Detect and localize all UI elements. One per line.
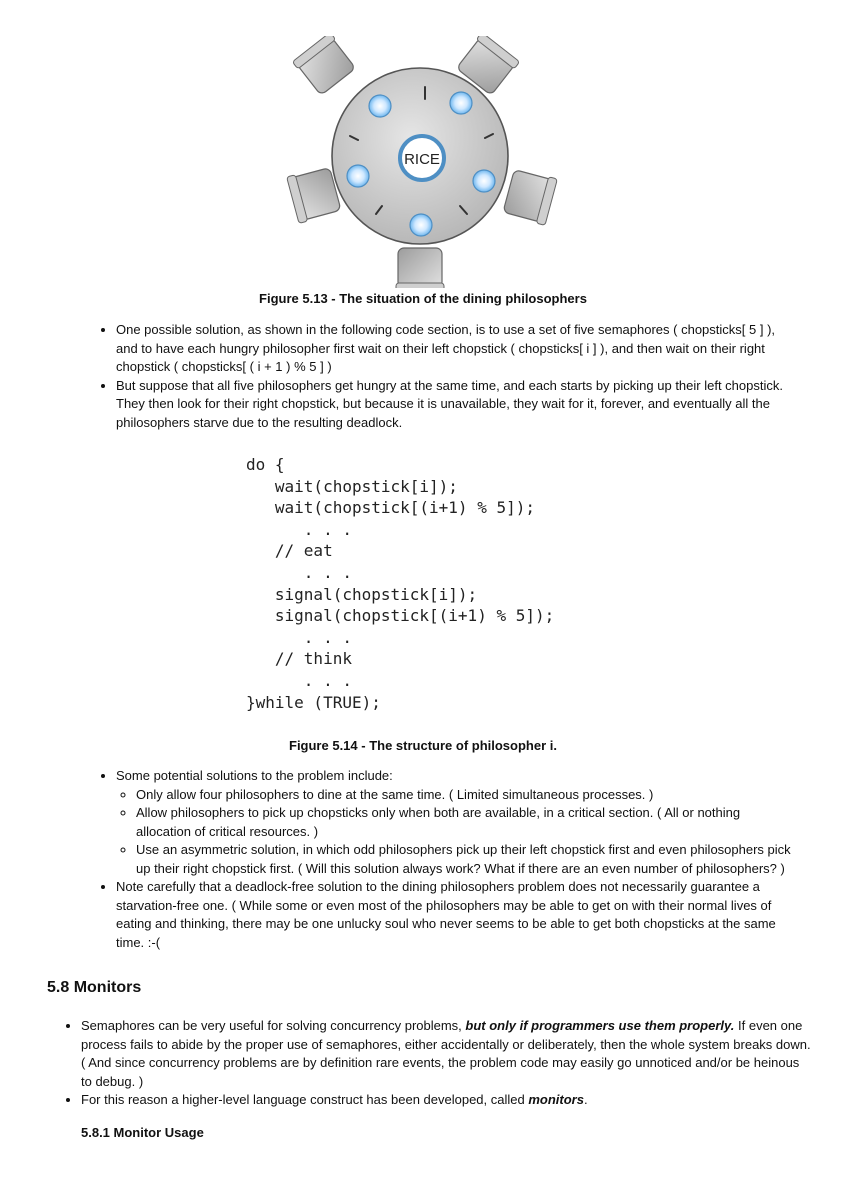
list-item: • Note carefully that a deadlock-free solution to the dining philosophers problem does not necessarily guarantee a starvation-free one. ( While some or even most of the philosophers may be able to get on with their normal lives of eating and thinking, there may be one unlucky soul who never seems to be able to get both chopsticks at the same time. :-( [116, 878, 796, 952]
code-line: // think [246, 649, 352, 669]
bowl-bottom [410, 214, 432, 236]
figure-5-13-caption: Figure 5.13 - The situation of the dining philosophers [259, 291, 587, 306]
bowl-right [473, 170, 495, 192]
bullet-list-1 [96, 321, 796, 432]
code-line: . . . [246, 562, 352, 582]
figure-5-14-caption: Figure 5.14 - The structure of philosopher i. [289, 738, 557, 753]
chair-top-left [292, 36, 357, 97]
solutions-sublist [116, 786, 796, 879]
code-line: wait(chopstick[i]); [246, 476, 458, 496]
list-item: ◦ Only allow four philosophers to dine at the same time. ( Limited simultaneous processes. ) [136, 786, 796, 805]
chair-bottom [396, 248, 444, 288]
list-item [116, 767, 796, 878]
list-item: • But suppose that all five philosophers get hungry at the same time, and each starts by picking up their left chopstick. They then look for their right chopstick, but because it is unavailable, they wait for it, forever, and eventually all the philosophers starve due to the resulting deadlock. [116, 377, 796, 433]
rice-label: RICE [404, 151, 440, 168]
bowl-left [347, 165, 369, 187]
list-item: ◦ Use an asymmetric solution, in which odd philosophers pick up their left chopstick first and even philosophers pick up their right chopstick first. ( Will this solution always work? What if there are an even number of philosophers? ) [136, 841, 796, 878]
bowl-top-right [450, 92, 472, 114]
bowl-top-left [369, 95, 391, 117]
chair-right [502, 168, 557, 226]
bullet-list-3 [61, 1017, 811, 1110]
code-line: do { [246, 455, 285, 474]
dining-philosophers-diagram [270, 36, 570, 288]
code-line: wait(chopstick[(i+1) % 5]); [246, 498, 535, 518]
subsection-title: 5.8.1 Monitor Usage [81, 1125, 204, 1140]
list-item: • Semaphores can be very useful for solving concurrency problems, but only if programmers use them properly. If even one process fails to abide by the proper use of semaphores, either accidentally or deliberately, then the whole system breaks down. ( And since concurrency problems are by definition rare events, the problem code may easily go unnoticed and/or be heinous to debug. ) [81, 1017, 811, 1091]
code-line: signal(chopstick[i]); [246, 584, 478, 604]
list-item: ◦ Allow philosophers to pick up chopsticks only when both are available, in a critical section. ( All or nothing allocation of critical resources. ) [136, 804, 796, 841]
emphasis-text: monitors [528, 1092, 584, 1107]
code-line: // eat [246, 541, 333, 561]
section-title: 5.8 Monitors [47, 979, 142, 996]
code-line: . . . [246, 670, 352, 690]
emphasis-text: but only if programmers use them properly. [465, 1018, 735, 1033]
list-item: • For this reason a higher-level language construct has been developed, called monitors. [81, 1091, 811, 1110]
list-item: • One possible solution, as shown in the following code section, is to use a set of five semaphores ( chopsticks[ 5 ] ), and to have each hungry philosopher first wait on their left chopstick ( chopsticks[ i ] ), and then wait on their right chopstick ( chopsticks[ ( i + 1 ) % 5 ] ) [116, 321, 796, 377]
code-line: . . . [246, 627, 352, 647]
code-line: signal(chopstick[(i+1) % 5]); [246, 606, 555, 626]
code-line: }while (TRUE); [246, 692, 381, 712]
philosopher-code [246, 454, 554, 713]
bullet-list-2 [96, 767, 796, 952]
code-line: . . . [246, 519, 352, 539]
solutions-intro: Some potential solutions to the problem include: [116, 768, 393, 783]
